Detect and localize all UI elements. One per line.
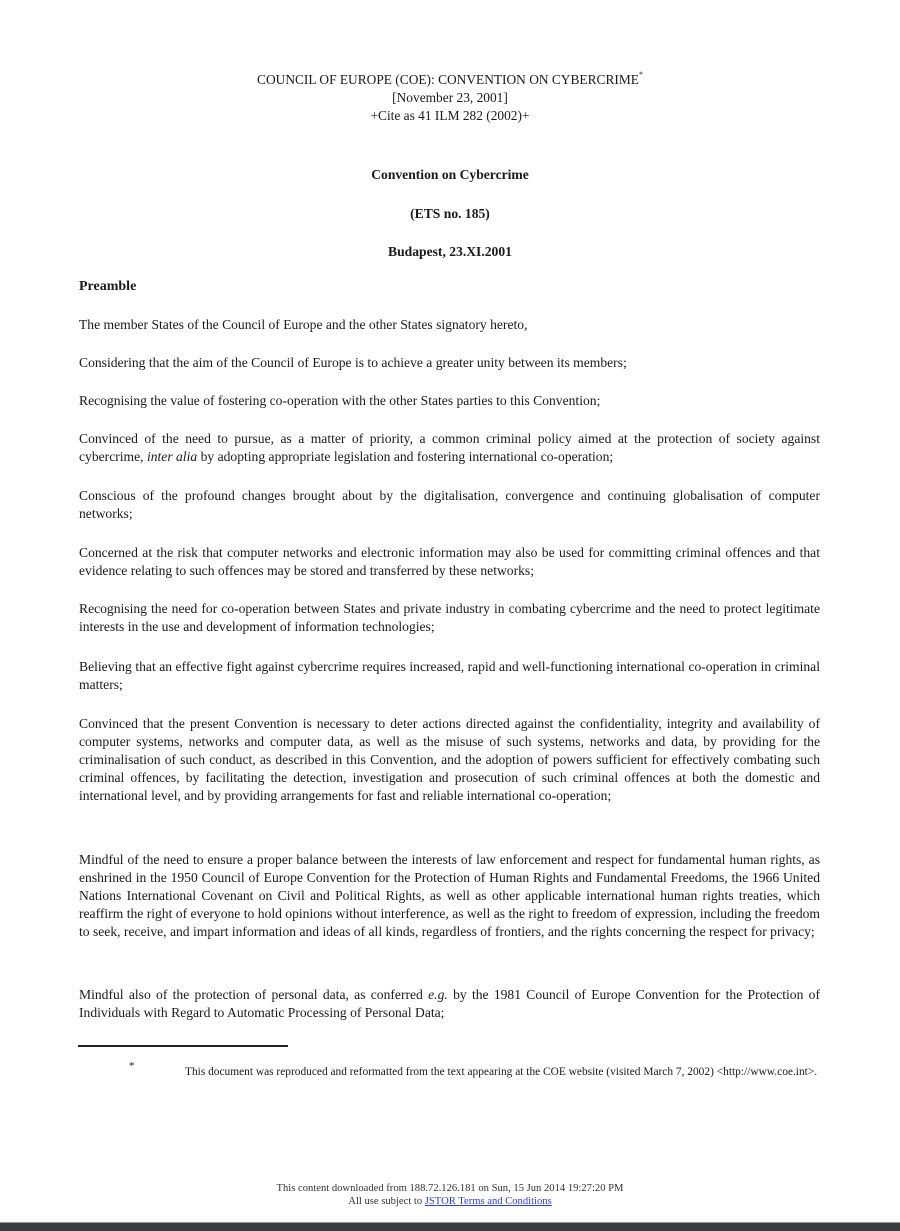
title-footnote-mark: * (638, 70, 643, 79)
place-date: Budapest, 23.XI.2001 (388, 244, 512, 259)
preamble-paragraph: Recognising the need for co-operation between States and private industry in combating cybercrime and the need to protect legitimate interests in the use and development of information technologies; (79, 601, 820, 634)
jstor-terms-link[interactable]: JSTOR Terms and Conditions (424, 1196, 552, 1207)
footnote-text: This document was reproduced and reformatted from the text appearing at the COE website (visited March 7, 2002) <http://www.coe.int>. (185, 1066, 818, 1078)
paragraph-text: Convinced of the need to pursue, as a matter of priority, a common criminal policy aimed at the protection of society against cybercrime, (79, 431, 820, 464)
preamble-paragraph: Mindful of the need to ensure a proper balance between the interests of law enforcement and respect for fundamental human rights, as enshrined in the 1950 Council of Europe Convention for the Protection of Human Rights and Fundamental Freedoms, the 1966 United Nations International Covenant on Civil and Political Rights, as well as other applicable international human rights treaties, which reaffirm the right of everyone to hold opinions without interference, as well as the right to freedom of expression, including the freedom to seek, receive, and impart information and ideas of all kinds, regardless of frontiers, and the rights concerning the respect for privacy; (79, 852, 820, 939)
preamble-paragraph: The member States of the Council of Europe and the other States signatory hereto, (79, 317, 528, 332)
paragraph-text: by adopting appropriate legislation and fostering international co-operation; (197, 449, 614, 464)
header-citation: +Cite as 41 ILM 282 (2002)+ (370, 108, 530, 123)
preamble-paragraph: Concerned at the risk that computer networks and electronic information may also be used for committing criminal offences and that evidence relating to such offences may be stored and transferred by these networks; (79, 545, 820, 578)
preamble-paragraph: Believing that an effective fight against cybercrime requires increased, rapid and well-functioning international co-operation in criminal matters; (79, 659, 820, 692)
footnote-divider (78, 1045, 288, 1047)
terms-line (0, 1195, 900, 1208)
preamble-paragraph: Recognising the value of fostering co-operation with the other States parties to this Convention; (79, 393, 601, 408)
ets-number: (ETS no. 185) (410, 206, 490, 221)
paragraph-italic: e.g. (428, 987, 448, 1002)
preamble-heading: Preamble (79, 279, 137, 294)
preamble-paragraph: Convinced that the present Convention is necessary to deter actions directed against the confidentiality, integrity and availability of computer systems, networks and computer data, as well as the misuse of such systems, networks and data, by providing for the criminalisation of such conduct, as described in this Convention, and the adoption of powers sufficient for effectively combating such criminal offences, by facilitating the detection, investigation and prosecution of such criminal offences at both the domestic and international level, and by providing arrangements for fast and reliable international co-operation; (79, 716, 820, 803)
header-date: [November 23, 2001] (392, 90, 508, 105)
footnote-mark: * (129, 1060, 135, 1072)
header-title-line (0, 66, 900, 89)
preamble-paragraph (79, 986, 820, 1022)
preamble-paragraph (79, 430, 820, 466)
paragraph-text: Mindful also of the protection of personal data, as conferred (79, 987, 429, 1002)
paragraph-italic: inter alia (146, 449, 198, 464)
preamble-paragraph: Conscious of the profound changes brought about by the digitalisation, convergence and continuing globalisation of computer networks; (79, 488, 820, 521)
terms-prefix: All use subject to (348, 1196, 425, 1207)
preamble-paragraph: Considering that the aim of the Council of Europe is to achieve a greater unity between its members; (79, 355, 627, 370)
download-notice (0, 1182, 900, 1208)
paragraph-text: by the 1981 Council of Europe Convention for the Protection of Individuals with Regard to Automatic Processing of Personal Data; (79, 987, 820, 1020)
header-title: COUNCIL OF EUROPE (COE): CONVENTION ON CYBERCRIME (257, 72, 639, 87)
document-header (0, 66, 900, 125)
convention-title: Convention on Cybercrime (371, 167, 529, 182)
download-info: This content downloaded from 188.72.126.181 on Sun, 15 Jun 2014 19:27:20 PM (276, 1183, 624, 1194)
